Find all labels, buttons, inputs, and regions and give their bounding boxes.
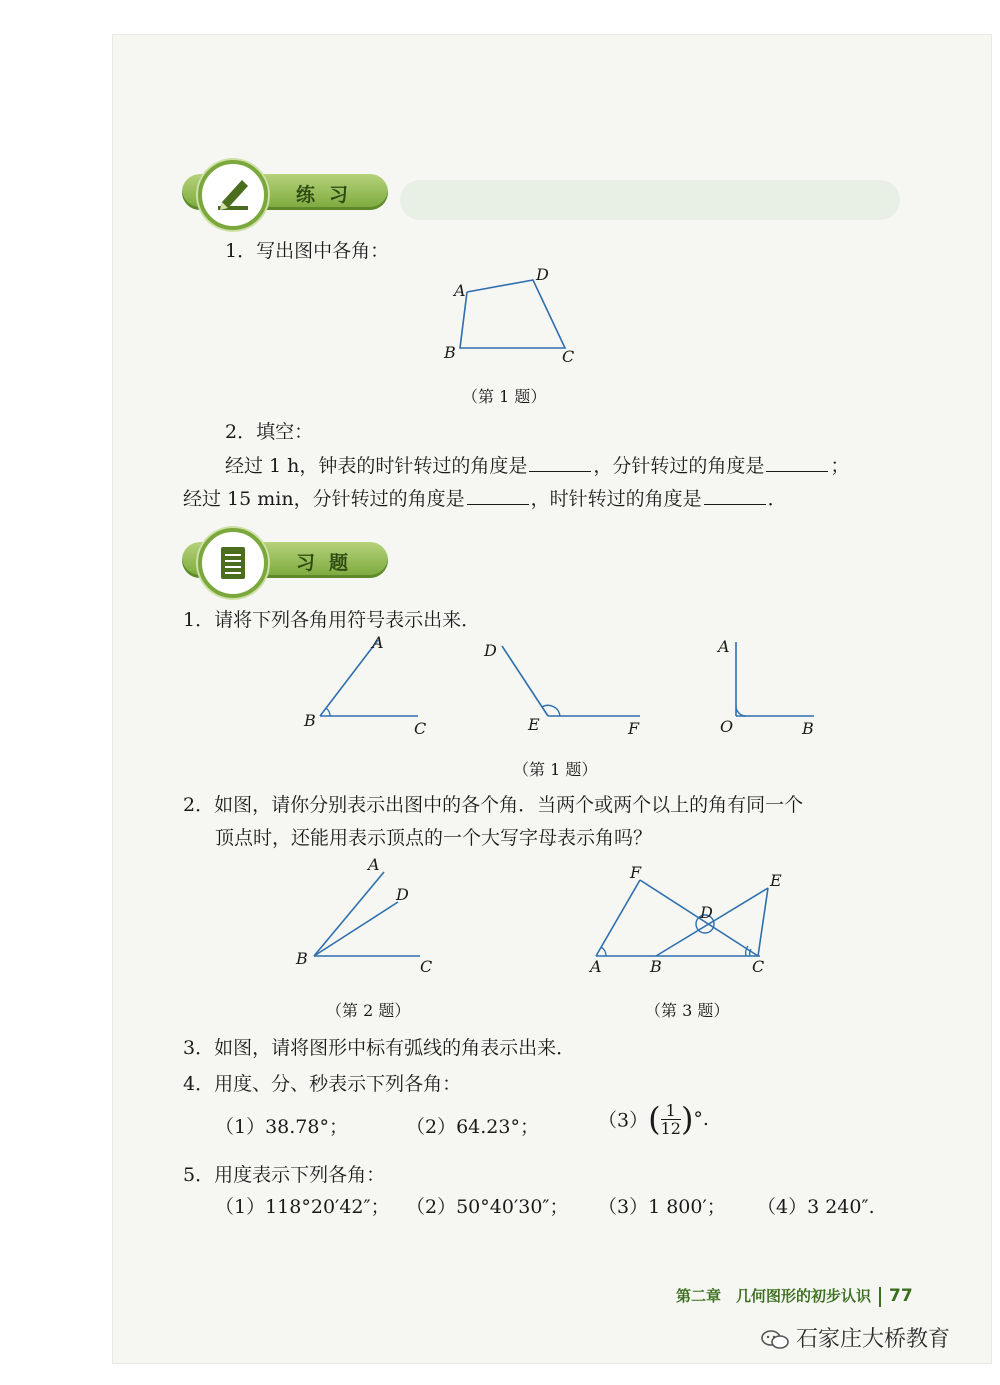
exercise-q4-a: （1）38.78°； [215,1116,348,1138]
pencil-icon [210,172,256,218]
label-B: B [304,711,316,730]
exercise-title: 习题 [296,552,363,574]
practice-q1: 1．写出图中各角： [225,240,390,262]
exercise-q3: 3．如图，请将图形中标有弧线的角表示出来． [183,1037,576,1059]
label-E: E [770,871,782,890]
label-D: D [484,641,497,660]
pencil-badge [198,160,268,230]
label-D: D [396,885,409,904]
label-A: A [590,957,602,976]
label-A: A [372,633,384,652]
practice-q2-line2: 经过 15 min，分针转过的角度是 ，时针转过的角度是 ． [183,488,787,510]
exercise-q5-d: （4）3 240″. [757,1196,875,1218]
chapter-title: 第二章 几何图形的初步认识 [676,1287,872,1305]
answer-blank[interactable] [467,486,529,505]
label-D: D [536,265,549,284]
label-F: F [628,719,640,738]
label-O: O [720,717,734,736]
practice-title: 练习 [296,184,363,206]
label-C: C [752,957,765,976]
notebook-icon [210,540,256,586]
page-footer [676,1285,913,1307]
label-B: B [444,343,456,362]
answer-blank[interactable] [529,453,591,472]
label-C: C [562,347,575,366]
fraction: $\frac{1}{12}$ [660,1100,681,1138]
figure-3 [580,858,790,983]
exercise-q3-caption: （第 3 题） [645,1001,730,1020]
exercise-q1-caption: （第 1 题） [513,760,598,779]
label-B: B [650,957,662,976]
practice-q2-line1: 经过 1 h，钟表的时针转过的角度是 ，分针转过的角度是 ； [225,455,850,477]
label-C: C [414,719,427,738]
exercise-q2-line1: 2．如图，请你分别表示出图中的各个角．当两个或两个以上的角有同一个 [183,794,804,816]
chat-bubbles-icon [760,1329,790,1351]
label-C: C [420,957,433,976]
exercise-q2-caption: （第 2 题） [326,1001,411,1020]
practice-q2-head: 2．填空： [225,421,314,443]
exercise-q4: 4．用度、分、秒表示下列各角： [183,1073,462,1095]
label-E: E [528,715,540,734]
footer-divider [879,1287,881,1307]
label-D: D [700,903,713,922]
notebook-badge [198,528,268,598]
practice-q1-caption: （第 1 题） [462,387,547,406]
exercise-q5-c: （3）1 800′； [598,1196,726,1218]
label-F: F [630,863,642,882]
angle-figures [290,630,850,745]
answer-blank[interactable] [704,486,766,505]
label-A: A [368,855,380,874]
label-B: B [296,949,308,968]
exercise-q1: 1．请将下列各角用符号表示出来． [183,609,481,631]
label-A: A [454,281,466,300]
quadrilateral-figure [440,262,590,372]
exercise-q5-b: （2）50°40′30″； [406,1196,569,1218]
label-B: B [802,719,814,738]
figure-2 [290,852,450,982]
exercise-q5: 5．用度表示下列各角： [183,1164,386,1186]
page-number: 77 [889,1286,913,1306]
bleed-through-banner [400,180,900,220]
exercise-q4-b: （2）64.23°； [406,1116,539,1138]
watermark: 石家庄大桥教育 [760,1322,950,1353]
exercise-q2-line2: 顶点时，还能用表示顶点的一个大写字母表示角吗？ [215,827,653,849]
exercise-q4-c: （3）( $\frac{1}{12}$ )°. [598,1100,709,1138]
label-A: A [718,637,730,656]
answer-blank[interactable] [766,453,828,472]
exercise-q5-a: （1）118°20′42″； [215,1196,390,1218]
